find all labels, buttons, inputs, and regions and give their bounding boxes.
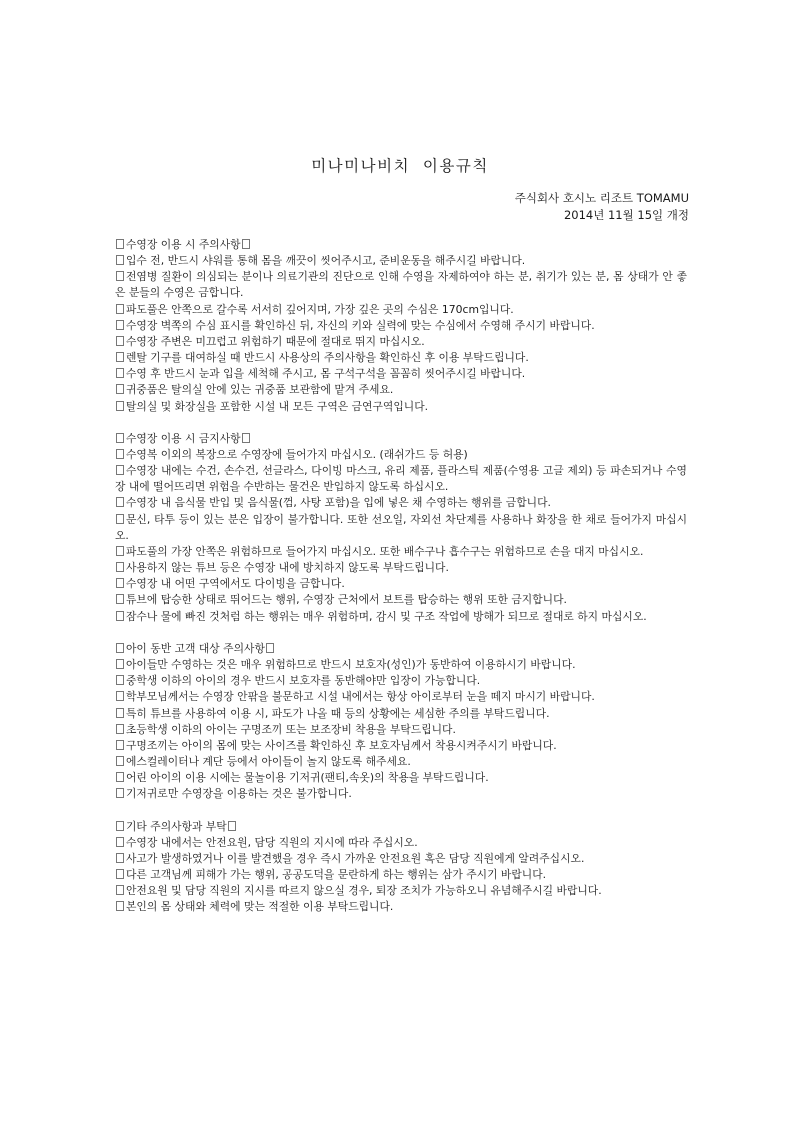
bullet-square-icon (116, 611, 124, 621)
rule-item-text: 사고가 발생하였거나 이를 발견했을 경우 즉시 가까운 안전요원 혹은 담당 직원에게 알려주십시오. (126, 851, 585, 865)
bullet-square-icon (116, 708, 124, 718)
rule-item (115, 689, 687, 705)
rule-item (115, 851, 687, 867)
rule-item-text: 전염병 질환이 의심되는 분이나 의료기관의 진단으로 인해 수영을 자제하여야 하는 분, 취기가 있는 분, 몸 상태가 안 좋은 분들의 수영은 금합니다. (115, 270, 687, 300)
bullet-square-icon (242, 433, 250, 443)
rule-item-text: 어린 아이의 이용 시에는 물놀이용 기저귀(팬티,속옷)의 착용을 부탁드립니다. (126, 771, 489, 785)
bullet-square-icon (116, 691, 124, 701)
rule-item (115, 366, 687, 382)
bullet-square-icon (116, 562, 124, 572)
section-heading-text: 기타 주의사항과 부탁 (126, 819, 227, 833)
bullet-square-icon (116, 320, 124, 330)
rule-item (115, 673, 687, 689)
rule-item (115, 770, 687, 786)
rule-item-text: 입수 전, 반드시 샤워를 통해 몸을 깨끗이 씻어주시고, 준비운동을 해주시길 바랍니다. (126, 254, 526, 268)
rule-item-text: 수영장 내에는 수건, 손수건, 선글라스, 다이빙 마스크, 유리 제품, 플라스틱 제품(수영용 고글 제외) 등 파손되거나 수영장 내에 떨어뜨리면 위험을 수반하는 물건은 반입하지 않도록 하십시오. (115, 464, 687, 494)
rule-item (115, 592, 687, 608)
bullet-square-icon (266, 643, 274, 653)
bullet-square-icon (116, 788, 124, 798)
bullet-square-icon (116, 594, 124, 604)
rule-item-text: 에스컬레이터나 계단 등에서 아이들이 놀지 않도록 해주세요. (126, 754, 411, 768)
rule-item (115, 609, 687, 625)
bullet-square-icon (116, 433, 124, 443)
bullet-square-icon (116, 869, 124, 879)
bullet-square-icon (228, 821, 236, 831)
rule-item (115, 738, 687, 754)
rule-item-text: 기저귀로만 수영장을 이용하는 것은 불가합니다. (126, 787, 352, 801)
section-heading-text: 수영장 이용 시 금지사항 (126, 431, 241, 445)
rule-item (115, 786, 687, 802)
rule-item (115, 399, 687, 415)
rule-item (115, 334, 687, 350)
rule-item-text: 다른 고객님께 피해가 가는 행위, 공공도덕을 문란하게 하는 행위는 삼가 주시기 바랍니다. (126, 868, 547, 882)
section-gap (115, 415, 687, 431)
page-title: 미나미나비치 이용규칙 (311, 157, 489, 175)
rules-section (115, 431, 687, 625)
bullet-square-icon (116, 449, 124, 459)
rule-item-text: 구명조끼는 아이의 몸에 맞는 사이즈를 확인하신 후 보호자님께서 착용시켜주시기 바랍니다. (126, 738, 557, 752)
rule-item (115, 447, 687, 463)
rule-item (115, 899, 687, 915)
bullet-square-icon (116, 724, 124, 734)
section-heading-text: 수영장 이용 시 주의사항 (126, 238, 241, 251)
rule-item-text: 특히 튜브를 사용하여 이용 시, 파도가 나올 때 등의 상황에는 세심한 주의를 부탁드립니다. (126, 706, 550, 720)
section-heading (115, 237, 687, 253)
rule-item-text: 파도풀의 가장 안쪽은 위험하므로 들어가지 마십시오. 또한 배수구나 흡수구는 위험하므로 손을 대지 마십시오. (126, 544, 644, 558)
rule-item-text: 문신, 타투 등이 있는 분은 입장이 불가합니다. 또한 선오일, 자외선 차단제를 사용하나 화장을 한 채로 들어가지 마십시오. (115, 512, 687, 542)
rule-item-text: 수영장 내 음식물 반입 및 음식물(껌, 사탕 포함)을 입에 넣은 채 수영하는 행위를 금합니다. (126, 496, 551, 510)
rule-item-text: 수영 후 반드시 눈과 입을 세척해 주시고, 몸 구석구석을 꼼꼼히 씻어주시길 바랍니다. (126, 367, 526, 381)
bullet-square-icon (116, 384, 124, 394)
rule-item-text: 튜브에 탑승한 상태로 뛰어드는 행위, 수영장 근처에서 보트를 탑승하는 행위 또한 금지합니다. (126, 593, 567, 607)
bullet-square-icon (116, 643, 124, 653)
section-heading (115, 431, 687, 447)
section-gap (115, 625, 687, 641)
bullet-square-icon (116, 675, 124, 685)
rule-item-text: 사용하지 않는 튜브 등은 수영장 내에 방치하지 않도록 부탁드립니다. (126, 561, 449, 575)
rule-item (115, 350, 687, 366)
bullet-square-icon (116, 255, 124, 265)
rules-section (115, 237, 687, 415)
bullet-square-icon (116, 401, 124, 411)
rule-item (115, 302, 687, 318)
rule-item-text: 파도풀은 안쪽으로 갈수록 서서히 깊어지며, 가장 깊은 곳의 수심은 170cm입니다. (126, 302, 514, 316)
rule-item (115, 269, 687, 301)
rule-item-text: 렌탈 기구를 대여하실 때 반드시 사용상의 주의사항을 확인하신 후 이용 부탁드립니다. (126, 351, 529, 365)
bullet-square-icon (116, 901, 124, 911)
rule-item (115, 722, 687, 738)
bullet-square-icon (116, 304, 124, 314)
bullet-square-icon (116, 837, 124, 847)
rules-section (115, 819, 687, 916)
rule-item-text: 수영복 이외의 복장으로 수영장에 들어가지 마십시오. (래쉬가드 등 허용) (126, 448, 468, 462)
rule-item (115, 883, 687, 899)
bullet-square-icon (116, 271, 124, 281)
bullet-square-icon (116, 885, 124, 895)
bullet-square-icon (242, 239, 250, 249)
bullet-square-icon (116, 546, 124, 556)
bullet-square-icon (116, 465, 124, 475)
rules-section (115, 641, 687, 803)
rule-item (115, 657, 687, 673)
rule-item-text: 본인의 몸 상태와 체력에 맞는 적절한 이용 부탁드립니다. (126, 900, 394, 914)
section-heading-text: 아이 동반 고객 대상 주의사항 (126, 641, 265, 655)
rule-item-text: 수영장 벽쪽의 수심 표시를 확인하신 뒤, 자신의 키와 실력에 맞는 수심에서 수영해 주시기 바랍니다. (126, 318, 595, 332)
bullet-square-icon (116, 352, 124, 362)
bullet-square-icon (116, 497, 124, 507)
bullet-square-icon (116, 756, 124, 766)
section-heading (115, 819, 687, 835)
bullet-square-icon (116, 514, 124, 524)
rule-item (115, 463, 687, 495)
rule-item-text: 탈의실 및 화장실을 포함한 시설 내 모든 구역은 금연구역입니다. (126, 399, 429, 413)
rule-item (115, 253, 687, 269)
bullet-square-icon (116, 853, 124, 863)
bullet-square-icon (116, 772, 124, 782)
rule-item (115, 544, 687, 560)
rule-item (115, 318, 687, 334)
rule-item-text: 수영장 주변은 미끄럽고 위험하기 때문에 절대로 뛰지 마십시오. (126, 334, 425, 348)
bullet-square-icon (116, 821, 124, 831)
rule-item-text: 수영장 내 어떤 구역에서도 다이빙을 금합니다. (126, 577, 345, 591)
rule-item (115, 495, 687, 511)
rule-item-text: 아이들만 수영하는 것은 매우 위험하므로 반드시 보호자(성인)가 동반하여 이용하시기 바랍니다. (126, 658, 576, 672)
company-name: 주식회사 호시노 리조트 TOMAMU (514, 191, 689, 205)
section-gap (115, 802, 687, 818)
bullet-square-icon (116, 740, 124, 750)
rule-item (115, 867, 687, 883)
rule-item-text: 학부모님께서는 수영장 안팎을 불문하고 시설 내에서는 항상 아이로부터 눈을 떼지 마시기 바랍니다. (126, 690, 595, 704)
section-heading (115, 641, 687, 657)
rule-item (115, 835, 687, 851)
bullet-square-icon (116, 336, 124, 346)
rule-item (115, 560, 687, 576)
rule-item (115, 754, 687, 770)
revision-date: 2014년 11월 15일 개정 (563, 208, 689, 222)
rule-item (115, 576, 687, 592)
bullet-square-icon (116, 578, 124, 588)
rule-item-text: 잠수나 물에 빠진 것처럼 하는 행위는 매우 위험하며, 감시 및 구조 작업에 방해가 되므로 절대로 하지 마십시오. (126, 609, 647, 623)
rule-item-text: 초등학생 이하의 아이는 구명조끼 또는 보조장비 착용을 부탁드립니다. (126, 722, 456, 736)
rule-item-text: 안전요원 및 담당 직원의 지시를 따르지 않으실 경우, 퇴장 조치가 가능하오니 유념해주시길 바랍니다. (126, 884, 602, 898)
rule-item (115, 706, 687, 722)
rules-content (115, 237, 687, 916)
bullet-square-icon (116, 368, 124, 378)
rule-item (115, 382, 687, 398)
rule-item (115, 512, 687, 544)
rule-item-text: 중학생 이하의 아이의 경우 반드시 보호자를 동반해야만 입장이 가능합니다. (126, 674, 481, 688)
bullet-square-icon (116, 659, 124, 669)
rule-item-text: 수영장 내에서는 안전요원, 담당 직원의 지시에 따라 주십시오. (126, 835, 418, 849)
bullet-square-icon (116, 239, 124, 249)
rule-item-text: 귀중품은 탈의실 안에 있는 귀중품 보관함에 맡겨 주세요. (126, 383, 394, 397)
